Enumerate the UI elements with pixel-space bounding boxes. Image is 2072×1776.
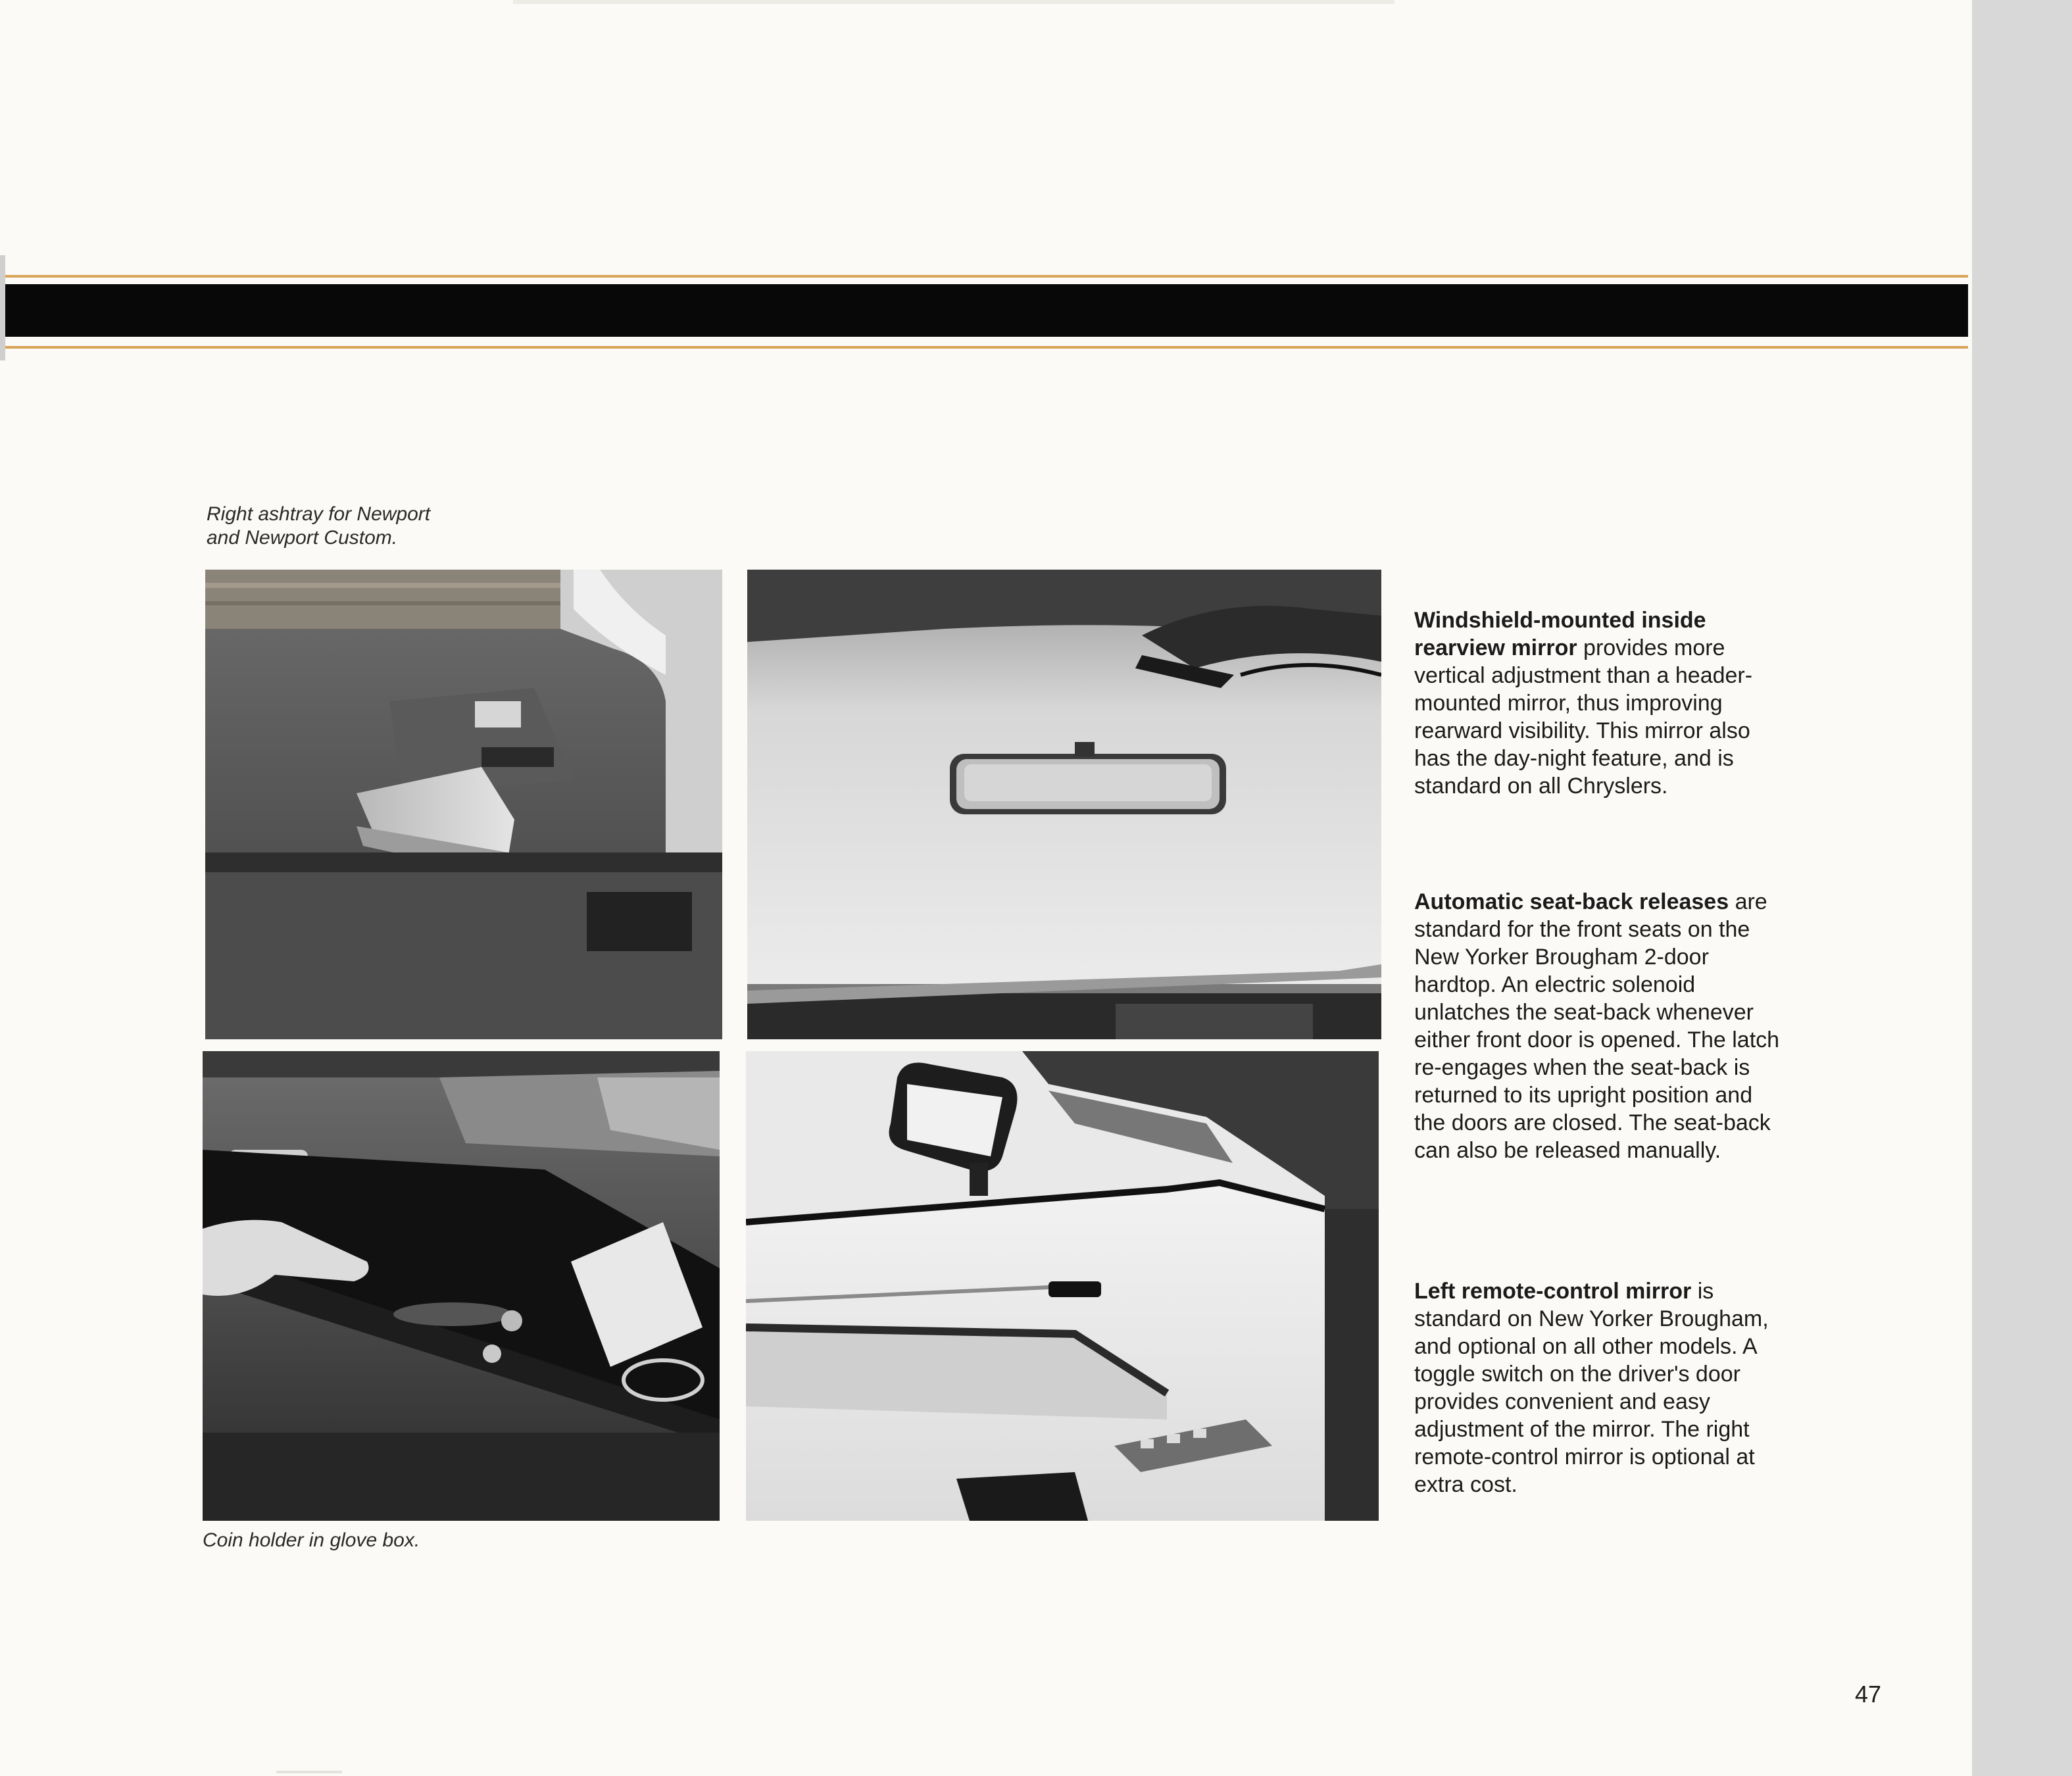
feature-body: is standard on New Yorker Brougham, and optional on all other models. A toggle switch on the driver's door provides convenient and easy adjustment of the mirror. The right remote-control mirror is optional at extra cost.	[1414, 1279, 1769, 1497]
top-edge-shadow	[513, 0, 1394, 4]
feature-heading: Windshield-mounted inside rearview mirror	[1414, 608, 1706, 660]
caption-ashtray: Right ashtray for Newport and Newport Custom.	[207, 503, 431, 549]
photo-driver-door	[746, 1051, 1379, 1521]
caption-coin-holder: Coin holder in glove box.	[203, 1529, 420, 1551]
feature-inside-mirror	[1414, 606, 1783, 800]
gold-rule-top	[5, 275, 1968, 278]
feature-remote-control-mirror	[1414, 1277, 1783, 1498]
photo-ashtray	[205, 570, 722, 1039]
gold-rule-bottom	[5, 346, 1968, 349]
feature-body: are standard for the front seats on the New Yorker Brougham 2-door hardtop. An electric solenoid unlatches the seat-back whenever either front door is opened. The latch re-engages when the seat-back is returned to its upright position and the doors are closed. The seat-back can also be released manually.	[1414, 889, 1780, 1163]
feature-seat-back-releases	[1414, 888, 1783, 1164]
page-number: 47	[1855, 1681, 1882, 1708]
bottom-edge-mark	[276, 1771, 342, 1773]
black-header-band	[5, 284, 1968, 337]
photo-rearview-mirror	[747, 570, 1381, 1039]
feature-heading: Automatic seat-back releases	[1414, 889, 1729, 914]
left-edge-mark	[0, 255, 5, 360]
feature-body: provides more vertical adjustment than a header-mounted mirror, thus improving rearward visibility. This mirror also has the day-night feature, and is standard on all Chryslers.	[1414, 635, 1753, 799]
scan-margin	[1972, 0, 2072, 1776]
photo-coin-holder	[203, 1051, 720, 1521]
feature-heading: Left remote-control mirror	[1414, 1279, 1692, 1304]
